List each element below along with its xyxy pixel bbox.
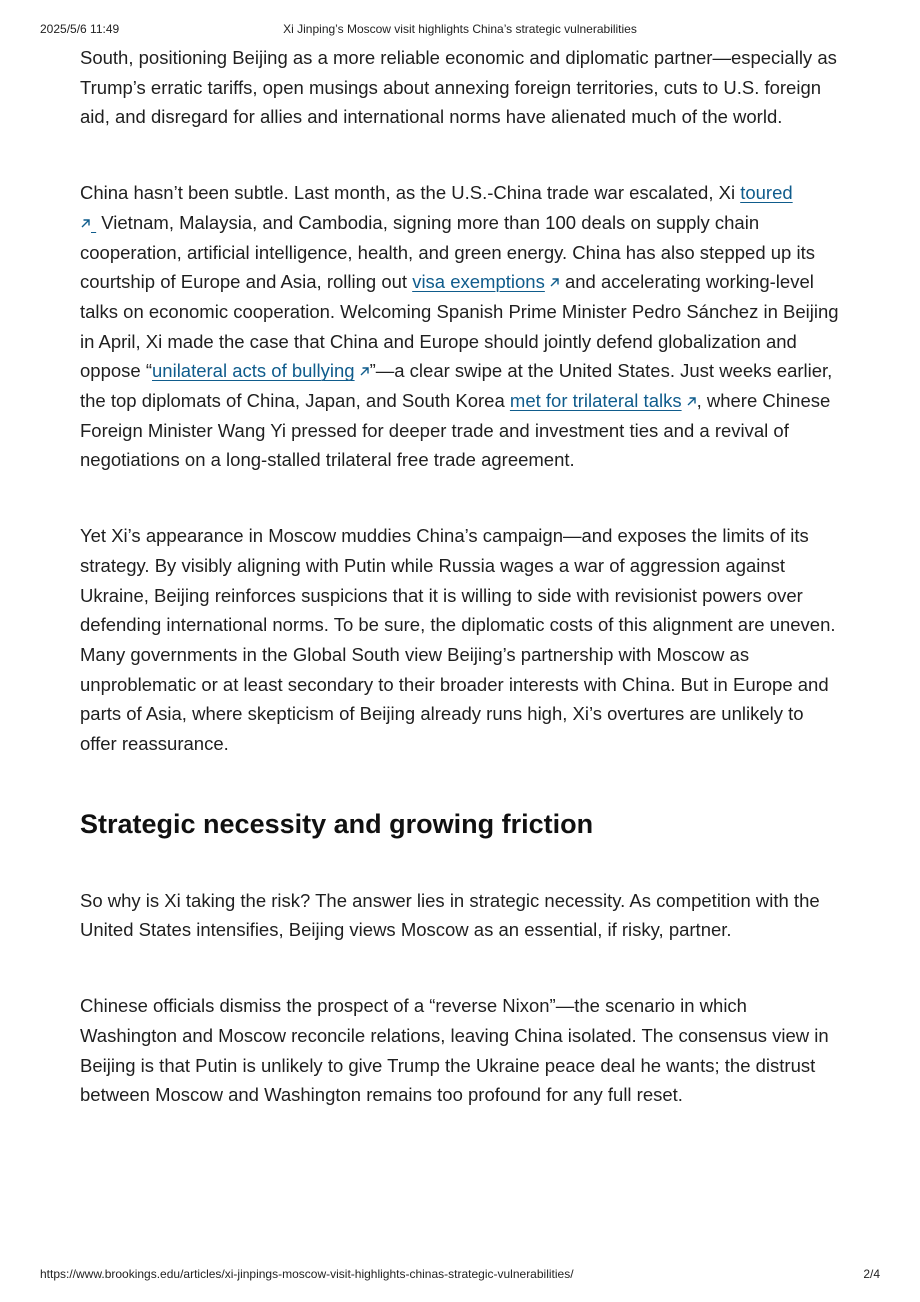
print-url: https://www.brookings.edu/articles/xi-jinpings-moscow-visit-highlights-chinas-strategic-vulnerabilities/ xyxy=(40,1267,574,1281)
article-body xyxy=(80,43,840,1110)
paragraph-5: Chinese officials dismiss the prospect of a “reverse Nixon”—the scenario in which Washington and Moscow reconcile relations, leaving China isolated. The consensus view in Beijing is that Putin is unlikely to give Trump the Ukraine peace deal he wants; the distrust between Moscow and Washington remains too profound for any full reset. xyxy=(80,995,829,1106)
print-header xyxy=(40,22,880,38)
print-footer xyxy=(40,1267,880,1283)
paragraph-2-text-1: China hasn’t been subtle. Last month, as the U.S.-China trade war escalated, Xi xyxy=(80,182,741,204)
paragraph-2-text-2: Vietnam, Malaysia, and Cambodia, signing more than 100 deals on supply chain cooperation, artificial intelligence, health, and green energy. China has also stepped up its courtship of Europe and Asia, rolling out xyxy=(80,211,815,293)
print-datetime: 2025/5/6 11:49 xyxy=(40,22,120,36)
unilateral-acts-link[interactable] xyxy=(152,360,370,381)
paragraph-2 xyxy=(80,178,840,475)
external-link-icon xyxy=(80,218,91,229)
external-link-icon xyxy=(359,366,370,377)
visa-exemptions-link-label: visa exemptions xyxy=(412,271,545,293)
paragraph-4: So why is Xi taking the risk? The answer lies in strategic necessity. As competition with the United States intensifies, Beijing views Moscow as an essential, if risky, partner. xyxy=(80,889,820,941)
unilateral-acts-link-label: unilateral acts of bullying xyxy=(152,360,355,382)
paragraph-2-text-4: ”—a clear swipe at the United States. Just weeks earlier, the top diplomats of China, Japan, and South Korea xyxy=(80,360,833,412)
paragraph-3: Yet Xi’s appearance in Moscow muddies China’s campaign—and exposes the limits of its strategy. By visibly aligning with Putin while Russia wages a war of aggression against Ukraine, Beijing reinforces suspicions that it is willing to side with revisionist powers over defending international norms. To be sure, the diplomatic costs of this alignment are uneven. Many governments in the Global South view Beijing’s partnership with Moscow as unproblematic or at least secondary to their broader interests with China. But in Europe and parts of Asia, where skepticism of Beijing already runs high, Xi’s overtures are unlikely to offer reassurance. xyxy=(80,525,836,755)
external-link-icon xyxy=(686,396,697,407)
page-number: 2/4 xyxy=(863,1267,880,1281)
print-page-title: Xi Jinping’s Moscow visit highlights China’s strategic vulnerabilities xyxy=(283,22,637,36)
trilateral-talks-link-label: met for trilateral talks xyxy=(509,390,682,412)
visa-exemptions-link[interactable] xyxy=(412,271,560,292)
paragraph-1: South, positioning Beijing as a more reliable economic and diplomatic partner—especially as Trump’s erratic tariffs, open musings about annexing foreign territories, cuts to U.S. foreign aid, and disregard for allies and international norms have alienated much of the world. xyxy=(80,47,837,128)
external-link-icon xyxy=(549,277,560,288)
trilateral-talks-link[interactable] xyxy=(510,390,697,411)
paragraph-2-text-3: and accelerating working-level talks on economic cooperation. Welcoming Spanish Prime Minister Pedro Sánchez in Beijing in April, Xi made the case that China and Europe should jointly defend globalization and oppose “ xyxy=(80,271,839,382)
section-heading: Strategic necessity and growing friction xyxy=(80,808,594,839)
paragraph-2-text-5: , where Chinese Foreign Minister Wang Yi pressed for deeper trade and investment ties and a revival of negotiations on a long-stalled trilateral free trade agreement. xyxy=(80,390,831,471)
toured-link-label: toured xyxy=(740,182,793,204)
